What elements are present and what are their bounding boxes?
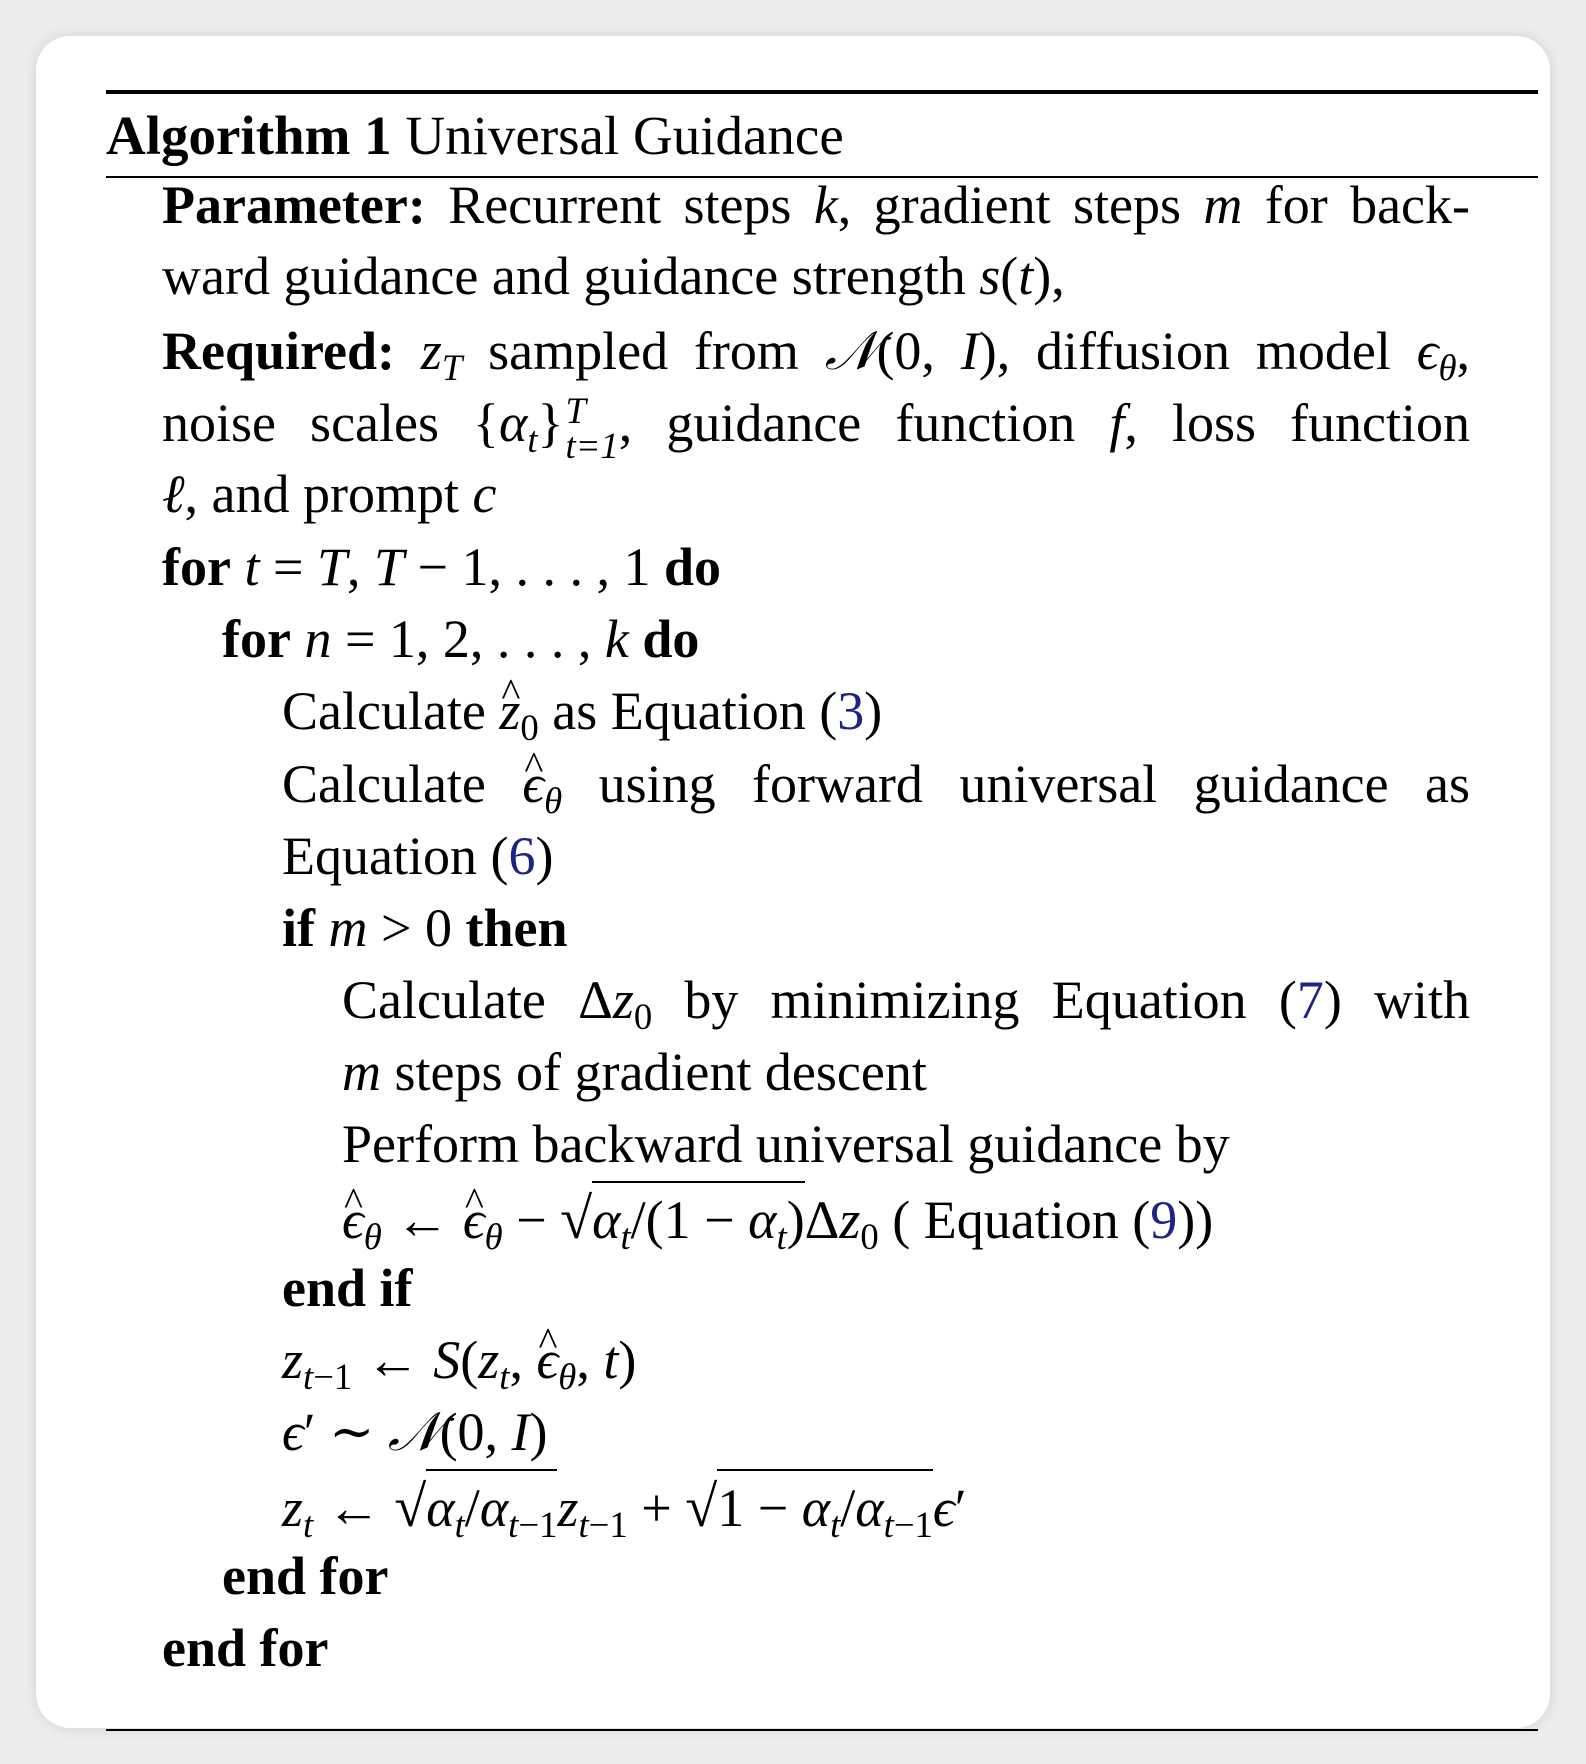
parameter-text-3: for back-	[1264, 175, 1470, 235]
kw-for-inner: for	[222, 609, 291, 669]
equation-ref-3[interactable]: 3	[837, 681, 865, 741]
parameter-text-2: gradient steps	[873, 175, 1181, 235]
kw-do-inner: do	[642, 609, 700, 669]
inner-for-line: for n = 1, 2, . . . , k do	[222, 609, 700, 669]
algorithm-label: Algorithm 1	[106, 105, 392, 166]
bottom-rule	[106, 1729, 1538, 1731]
calc-z0-line: Calculate ^ $z_0$ as Equation (3)	[282, 676, 882, 748]
if-line: if m > 0 then	[282, 898, 568, 958]
required-line-2: noise scales $\{\alpha_t\}$ T t=1 , guidance function f, loss function	[162, 389, 1470, 466]
parameter-label: Parameter:	[162, 175, 426, 235]
renoise-line: $z_t$ ← $√\alpha_t/\alpha_{t-1}z_{t-1} + √1 - \alpha_t/\alpha_{t-1}\epsilon'$	[282, 1469, 967, 1541]
kw-end-for-outer: end for	[162, 1618, 329, 1678]
steps-gd-text: steps of gradient descent	[394, 1042, 927, 1102]
kw-then: then	[465, 898, 568, 958]
end-for-outer-line	[162, 1613, 328, 1685]
noise-sample-line: ϵ′ ∼ 𝒩(0, I)	[282, 1400, 548, 1463]
kw-do-outer: do	[664, 537, 722, 597]
calc-eps-line-1: Calculate ^ $\epsilon_\theta$ using forward universal guidance as	[282, 749, 1470, 821]
calc-label-3: Calculate	[342, 970, 546, 1030]
required-text-5: loss function	[1171, 393, 1470, 453]
required-text-2: diffusion model	[1036, 321, 1391, 381]
outer-for-line: for t = T, T − 1, . . . , 1 do	[162, 537, 722, 597]
as-equation-text: as Equation	[552, 681, 806, 741]
equation-ref-9[interactable]: 9	[1150, 1190, 1178, 1250]
calc-delta-line-2: m steps of gradient descent	[342, 1042, 927, 1102]
kw-if: if	[282, 898, 315, 958]
kw-for-outer: for	[162, 537, 231, 597]
required-text-4: guidance function	[666, 393, 1076, 453]
with-text: with	[1374, 970, 1471, 1030]
parameter-line-2: ward guidance and guidance strength s(t),	[162, 246, 1065, 306]
parameter-line-1: Parameter: Recurrent steps k, gradient steps m for back-	[162, 175, 1470, 235]
calc-label-2: Calculate	[282, 754, 486, 814]
equation-ref-6[interactable]: 6	[508, 826, 536, 886]
perform-text: Perform backward universal guidance by	[342, 1114, 1230, 1174]
end-if-line	[282, 1253, 413, 1325]
parameter-text-4: ward guidance and guidance strength	[162, 246, 966, 306]
equation-paren-text: ( Equation	[892, 1190, 1119, 1250]
parameter-text-1: Recurrent steps	[448, 175, 792, 235]
algorithm-name: Universal Guidance	[405, 105, 844, 166]
calc-label-1: Calculate	[282, 681, 486, 741]
kw-end-for-inner: end for	[222, 1546, 389, 1606]
required-text-3: noise scales	[162, 393, 439, 453]
required-label: Required:	[162, 321, 396, 381]
kw-end-if: end if	[282, 1258, 413, 1318]
equation-text-1: Equation	[282, 826, 477, 886]
calc-eps-text: using forward universal guidance as	[598, 754, 1470, 814]
required-text-6: and prompt	[211, 464, 459, 524]
required-line-1: Required: $z_T$ sampled from 𝒩(0, I), diffusion model $\epsilon_\theta$,	[162, 319, 1470, 389]
calc-delta-line-1: Calculate $\Delta z_0$ by minimizing Equation (7) with	[342, 970, 1471, 1038]
required-text-1: sampled from	[488, 321, 799, 381]
equation-ref-7[interactable]: 7	[1296, 970, 1324, 1030]
calc-eps-line-2: Equation (6)	[282, 826, 554, 886]
end-for-inner-line	[222, 1541, 388, 1613]
algorithm-card	[36, 36, 1550, 1728]
update-eps-line: ^ $\epsilon_\theta$ ← ^ $\epsilon_\theta - √\alpha_t/(1 - \alpha_t)\Delta z_0$ ( Equation (9))	[342, 1181, 1213, 1253]
sampler-step-line: $z_{t-1}$ ← $S(z_t$, ^ $\epsilon_\theta$, t)	[282, 1325, 636, 1397]
by-minimizing-text: by minimizing Equation	[684, 970, 1247, 1030]
algorithm-caption	[106, 94, 844, 178]
required-line-3: ℓ, and prompt c	[162, 464, 497, 524]
